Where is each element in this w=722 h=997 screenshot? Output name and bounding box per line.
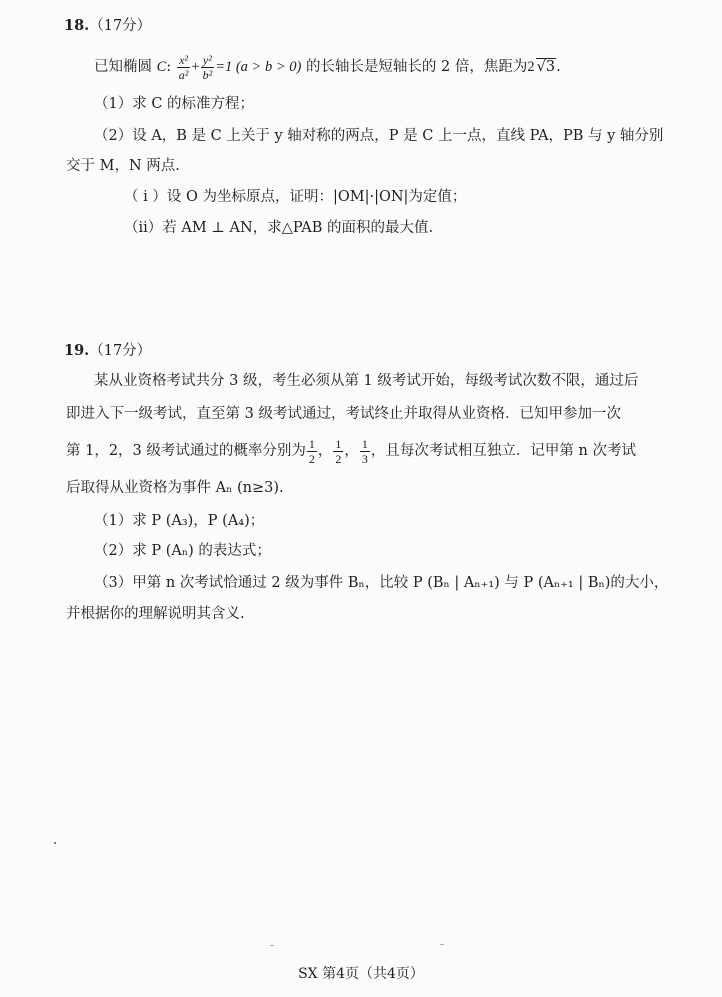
q18-number: 18.: [64, 17, 90, 34]
scan-speck: [440, 944, 444, 945]
q18-focal-coef: 2: [527, 59, 535, 75]
q18-stem-middle: 的长轴长是短轴长的 2 倍，焦距为: [305, 59, 528, 75]
q19-line2: 即进入下一级考试，直至第 3 级考试通过，考试终止并取得从业资格．已知甲参加一次: [66, 406, 621, 422]
q18-fraction-y: $\frac{\text{y²}}{\text{b²}}$: [202, 52, 213, 82]
q19-header: [64, 341, 151, 361]
q19-line3-suffix: ，且每次考试相互独立．记甲第 n 次考试: [370, 443, 636, 459]
q18-part1: （1）求 C 的标准方程；: [94, 96, 255, 112]
q18-fraction-x: $\frac{\text{x²}}{\text{a²}}$: [178, 52, 189, 82]
q18-part2-line1: （2）设 A，B 是 C 上关于 y 轴对称的两点，P 是 C 上一点，直线 PA，PB 与 y 轴分别: [94, 128, 664, 144]
q19-line3-prefix: 第 1，2，3 级考试通过的概率分别为: [66, 443, 306, 459]
scan-speck: [54, 842, 56, 844]
q19-prob-level3: $\frac{1}{3}$: [361, 436, 368, 466]
q19-part3-line2: 并根据你的理解说明其含义.: [66, 606, 245, 622]
q18-part2-line2: 交于 M，N 两点.: [66, 158, 180, 174]
q18-stem-end: .: [556, 59, 561, 75]
q18-stem-prefix: 已知椭圆: [94, 59, 152, 75]
q19-line1: 某从业资格考试共分 3 级，考生必须从第 1 级考试开始，每级考试次数不限，通过后: [94, 373, 639, 389]
q19-line3: 第 1，2，3 级考试通过的概率分别为 $\frac{1}{2}$ ， $\frac{1}{2}$ ， $\frac{1}{3}$ ，且每次考试相互独立．记甲第 n 次考试: [66, 436, 636, 466]
q19-prob-level1: $\frac{1}{2}$: [308, 436, 315, 466]
q18-sub-i: （ i ）设 O 为坐标原点，证明：|OM|·|ON|为定值；: [124, 189, 467, 205]
page-footer: SX 第4页（共4页）: [298, 966, 424, 982]
q19-line4: 后取得从业资格为事件 Aₙ (n≥3).: [66, 480, 284, 496]
q18-stem: 已知椭圆 C: $\frac{\text{x²}}{\text{a²}}$ + $\frac{\text{y²}}{\text{b²}}$ =1 (a > b > 0) 的长轴长是短轴长的 2 倍，焦距为2 √3.: [94, 52, 561, 82]
q18-header: [64, 16, 151, 36]
q19-part1: （1）求 P (A₃)，P (A₄)；: [94, 513, 265, 529]
q18-sub-ii: （ii）若 AM ⊥ AN，求△PAB 的面积的最大值.: [124, 220, 434, 236]
q18-eq-condition: =1 (a > b > 0): [215, 59, 302, 75]
q18-plus: +: [191, 59, 200, 75]
q19-points: （17分）: [89, 343, 152, 359]
q18-curve-name: C: [156, 59, 167, 75]
sqrt-icon: √: [536, 59, 546, 75]
q19-part3-line1: （3）甲第 n 次考试恰通过 2 级为事件 Bₙ，比较 P (Bₙ | Aₙ₊₁) 与 P (Aₙ₊₁ | Bₙ)的大小，: [94, 575, 669, 591]
q19-part2: （2）求 P (Aₙ) 的表达式；: [94, 543, 271, 559]
q19-prob-level2: $\frac{1}{2}$: [335, 436, 342, 466]
scan-speck: [270, 945, 274, 946]
q19-number: 19.: [64, 342, 90, 359]
q18-points: （17分）: [89, 18, 152, 34]
q18-sqrt-radical: √3: [536, 59, 556, 75]
